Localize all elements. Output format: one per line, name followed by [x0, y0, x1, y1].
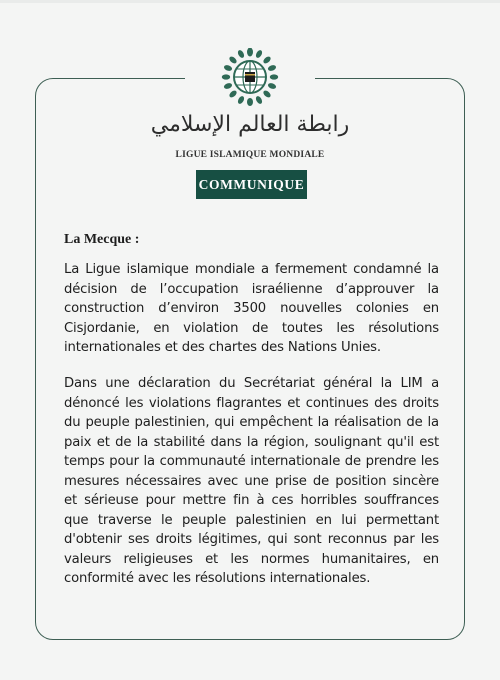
organization-arabic-name: رابطة العالم الإسلامي	[150, 112, 350, 137]
organization-latin-name: LIGUE ISLAMIQUE MONDIALE	[175, 150, 325, 160]
globe-kaaba-emblem-icon	[221, 48, 279, 106]
dateline: La Mecque :	[64, 232, 140, 247]
communique-badge: COMMUNIQUE	[196, 170, 307, 199]
background-decoration	[0, 0, 500, 3]
paragraph-2: Dans une déclaration du Secrétariat général la LIM a dénoncé les violations flagrantes et continues des droits du peuple palestinien, qui empêchent la réalisation de la paix et de la stabilité dans la région, soulignant qu'il est temps pour la communauté internationale de prendre les mesures nécessaires avec une prise de position sincère et sérieuse pour mettre fin à ces horribles souffrances que traverse le peuple palestinien en lui permettant d'obtenir ses droits légitimes, qui sont reconnus par les valeurs religieuses et les normes humanitaires, en conformité avec les résolutions internationales.	[64, 376, 439, 586]
paragraph-1: La Ligue islamique mondiale a fermement condamné la décision de l’occupation israélienne d’approuver la construction d’environ 3500 nouvelles colonies en Cisjordanie, en violation de toutes les résolutions internationales et des chartes des Nations Unies.	[64, 262, 439, 355]
